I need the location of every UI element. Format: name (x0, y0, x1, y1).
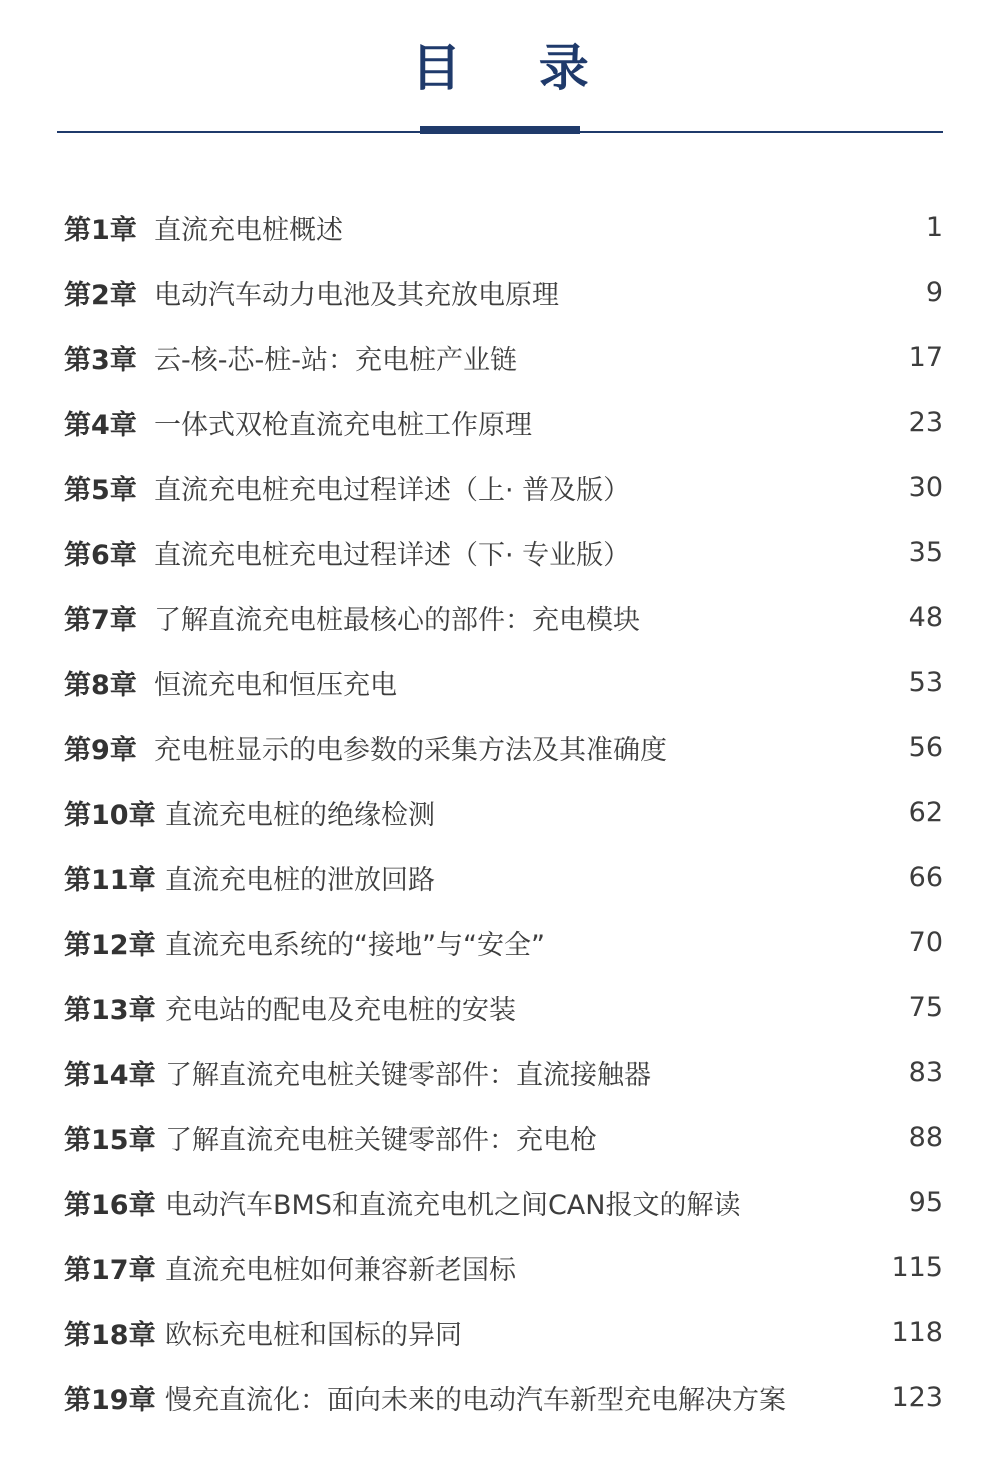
chapter-number: 第7章 (64, 605, 137, 636)
page-number: 115 (891, 1252, 943, 1283)
page-number: 48 (908, 602, 943, 633)
toc-entry[interactable] (0, 390, 1000, 455)
toc-entry[interactable] (0, 975, 1000, 1040)
chapter-number: 第2章 (64, 280, 137, 311)
chapter-title: 直流充电桩充电过程详述（下· 专业版） (154, 540, 631, 571)
page-number: 75 (908, 992, 943, 1023)
chapter-title: 直流充电桩概述 (154, 215, 343, 246)
chapter-title: 慢充直流化：面向未来的电动汽车新型充电解决方案 (165, 1385, 786, 1416)
toc-entry[interactable] (0, 1235, 1000, 1300)
chapter-title: 直流充电桩充电过程详述（上· 普及版） (154, 475, 631, 506)
chapter-number: 第10章 (64, 800, 156, 831)
chapter-number: 第18章 (64, 1320, 156, 1351)
chapter-title: 电动汽车动力电池及其充放电原理 (154, 280, 559, 311)
header-accent-bar (420, 126, 580, 134)
chapter-title: 直流充电桩的泄放回路 (165, 865, 435, 896)
page-number: 95 (908, 1187, 943, 1218)
chapter-number: 第14章 (64, 1060, 156, 1091)
chapter-number: 第13章 (64, 995, 156, 1026)
chapter-title: 电动汽车BMS和直流充电机之间CAN报文的解读 (165, 1190, 741, 1221)
chapter-number: 第3章 (64, 345, 137, 376)
page-number: 56 (908, 732, 943, 763)
toc-entry[interactable] (0, 260, 1000, 325)
toc-entry[interactable] (0, 1170, 1000, 1235)
page-number: 17 (908, 342, 943, 373)
toc-entry[interactable] (0, 845, 1000, 910)
chapter-number: 第12章 (64, 930, 156, 961)
page-number: 88 (908, 1122, 943, 1153)
chapter-number: 第1章 (64, 215, 137, 246)
chapter-number: 第5章 (64, 475, 137, 506)
page-number: 53 (908, 667, 943, 698)
chapter-title: 直流充电桩的绝缘检测 (165, 800, 435, 831)
page-number: 123 (891, 1382, 943, 1413)
toc-entry[interactable] (0, 910, 1000, 975)
page-number: 35 (908, 537, 943, 568)
toc-entry[interactable] (0, 1040, 1000, 1105)
toc-entry[interactable] (0, 650, 1000, 715)
toc-entry[interactable] (0, 1365, 1000, 1430)
toc-entry[interactable] (0, 325, 1000, 390)
page-number: 9 (925, 277, 943, 308)
toc-entry[interactable] (0, 715, 1000, 780)
chapter-title: 了解直流充电桩关键零部件：充电枪 (165, 1125, 597, 1156)
chapter-number: 第15章 (64, 1125, 156, 1156)
chapter-title: 恒流充电和恒压充电 (154, 670, 397, 701)
page-number: 62 (908, 797, 943, 828)
page-number: 118 (891, 1317, 943, 1348)
chapter-title: 直流充电系统的“接地”与“安全” (165, 930, 545, 961)
toc-entry[interactable] (0, 455, 1000, 520)
page-title: 目 录 (411, 38, 619, 97)
chapter-number: 第17章 (64, 1255, 156, 1286)
chapter-title: 欧标充电桩和国标的异同 (165, 1320, 462, 1351)
page-number: 83 (908, 1057, 943, 1088)
chapter-number: 第9章 (64, 735, 137, 766)
chapter-title: 云-核-芯-桩-站：充电桩产业链 (154, 345, 517, 376)
chapter-title: 了解直流充电桩最核心的部件：充电模块 (154, 605, 640, 636)
toc-entry[interactable] (0, 585, 1000, 650)
page-number: 1 (925, 212, 943, 243)
page-number: 66 (908, 862, 943, 893)
chapter-number: 第16章 (64, 1190, 156, 1221)
toc-entry[interactable] (0, 520, 1000, 585)
chapter-number: 第4章 (64, 410, 137, 441)
chapter-number: 第8章 (64, 670, 137, 701)
page-number: 70 (908, 927, 943, 958)
page-number: 23 (908, 407, 943, 438)
page-number: 30 (908, 472, 943, 503)
toc-entry[interactable] (0, 1105, 1000, 1170)
chapter-title: 直流充电桩如何兼容新老国标 (165, 1255, 516, 1286)
chapter-title: 充电桩显示的电参数的采集方法及其准确度 (154, 735, 667, 766)
toc-entry[interactable] (0, 195, 1000, 260)
chapter-number: 第19章 (64, 1385, 156, 1416)
chapter-number: 第6章 (64, 540, 137, 571)
chapter-number: 第11章 (64, 865, 156, 896)
toc-header (0, 0, 1000, 140)
toc-entry[interactable] (0, 780, 1000, 845)
table-of-contents (0, 195, 1000, 1430)
chapter-title: 一体式双枪直流充电桩工作原理 (154, 410, 532, 441)
chapter-title: 了解直流充电桩关键零部件：直流接触器 (165, 1060, 651, 1091)
toc-entry[interactable] (0, 1300, 1000, 1365)
chapter-title: 充电站的配电及充电桩的安装 (165, 995, 516, 1026)
